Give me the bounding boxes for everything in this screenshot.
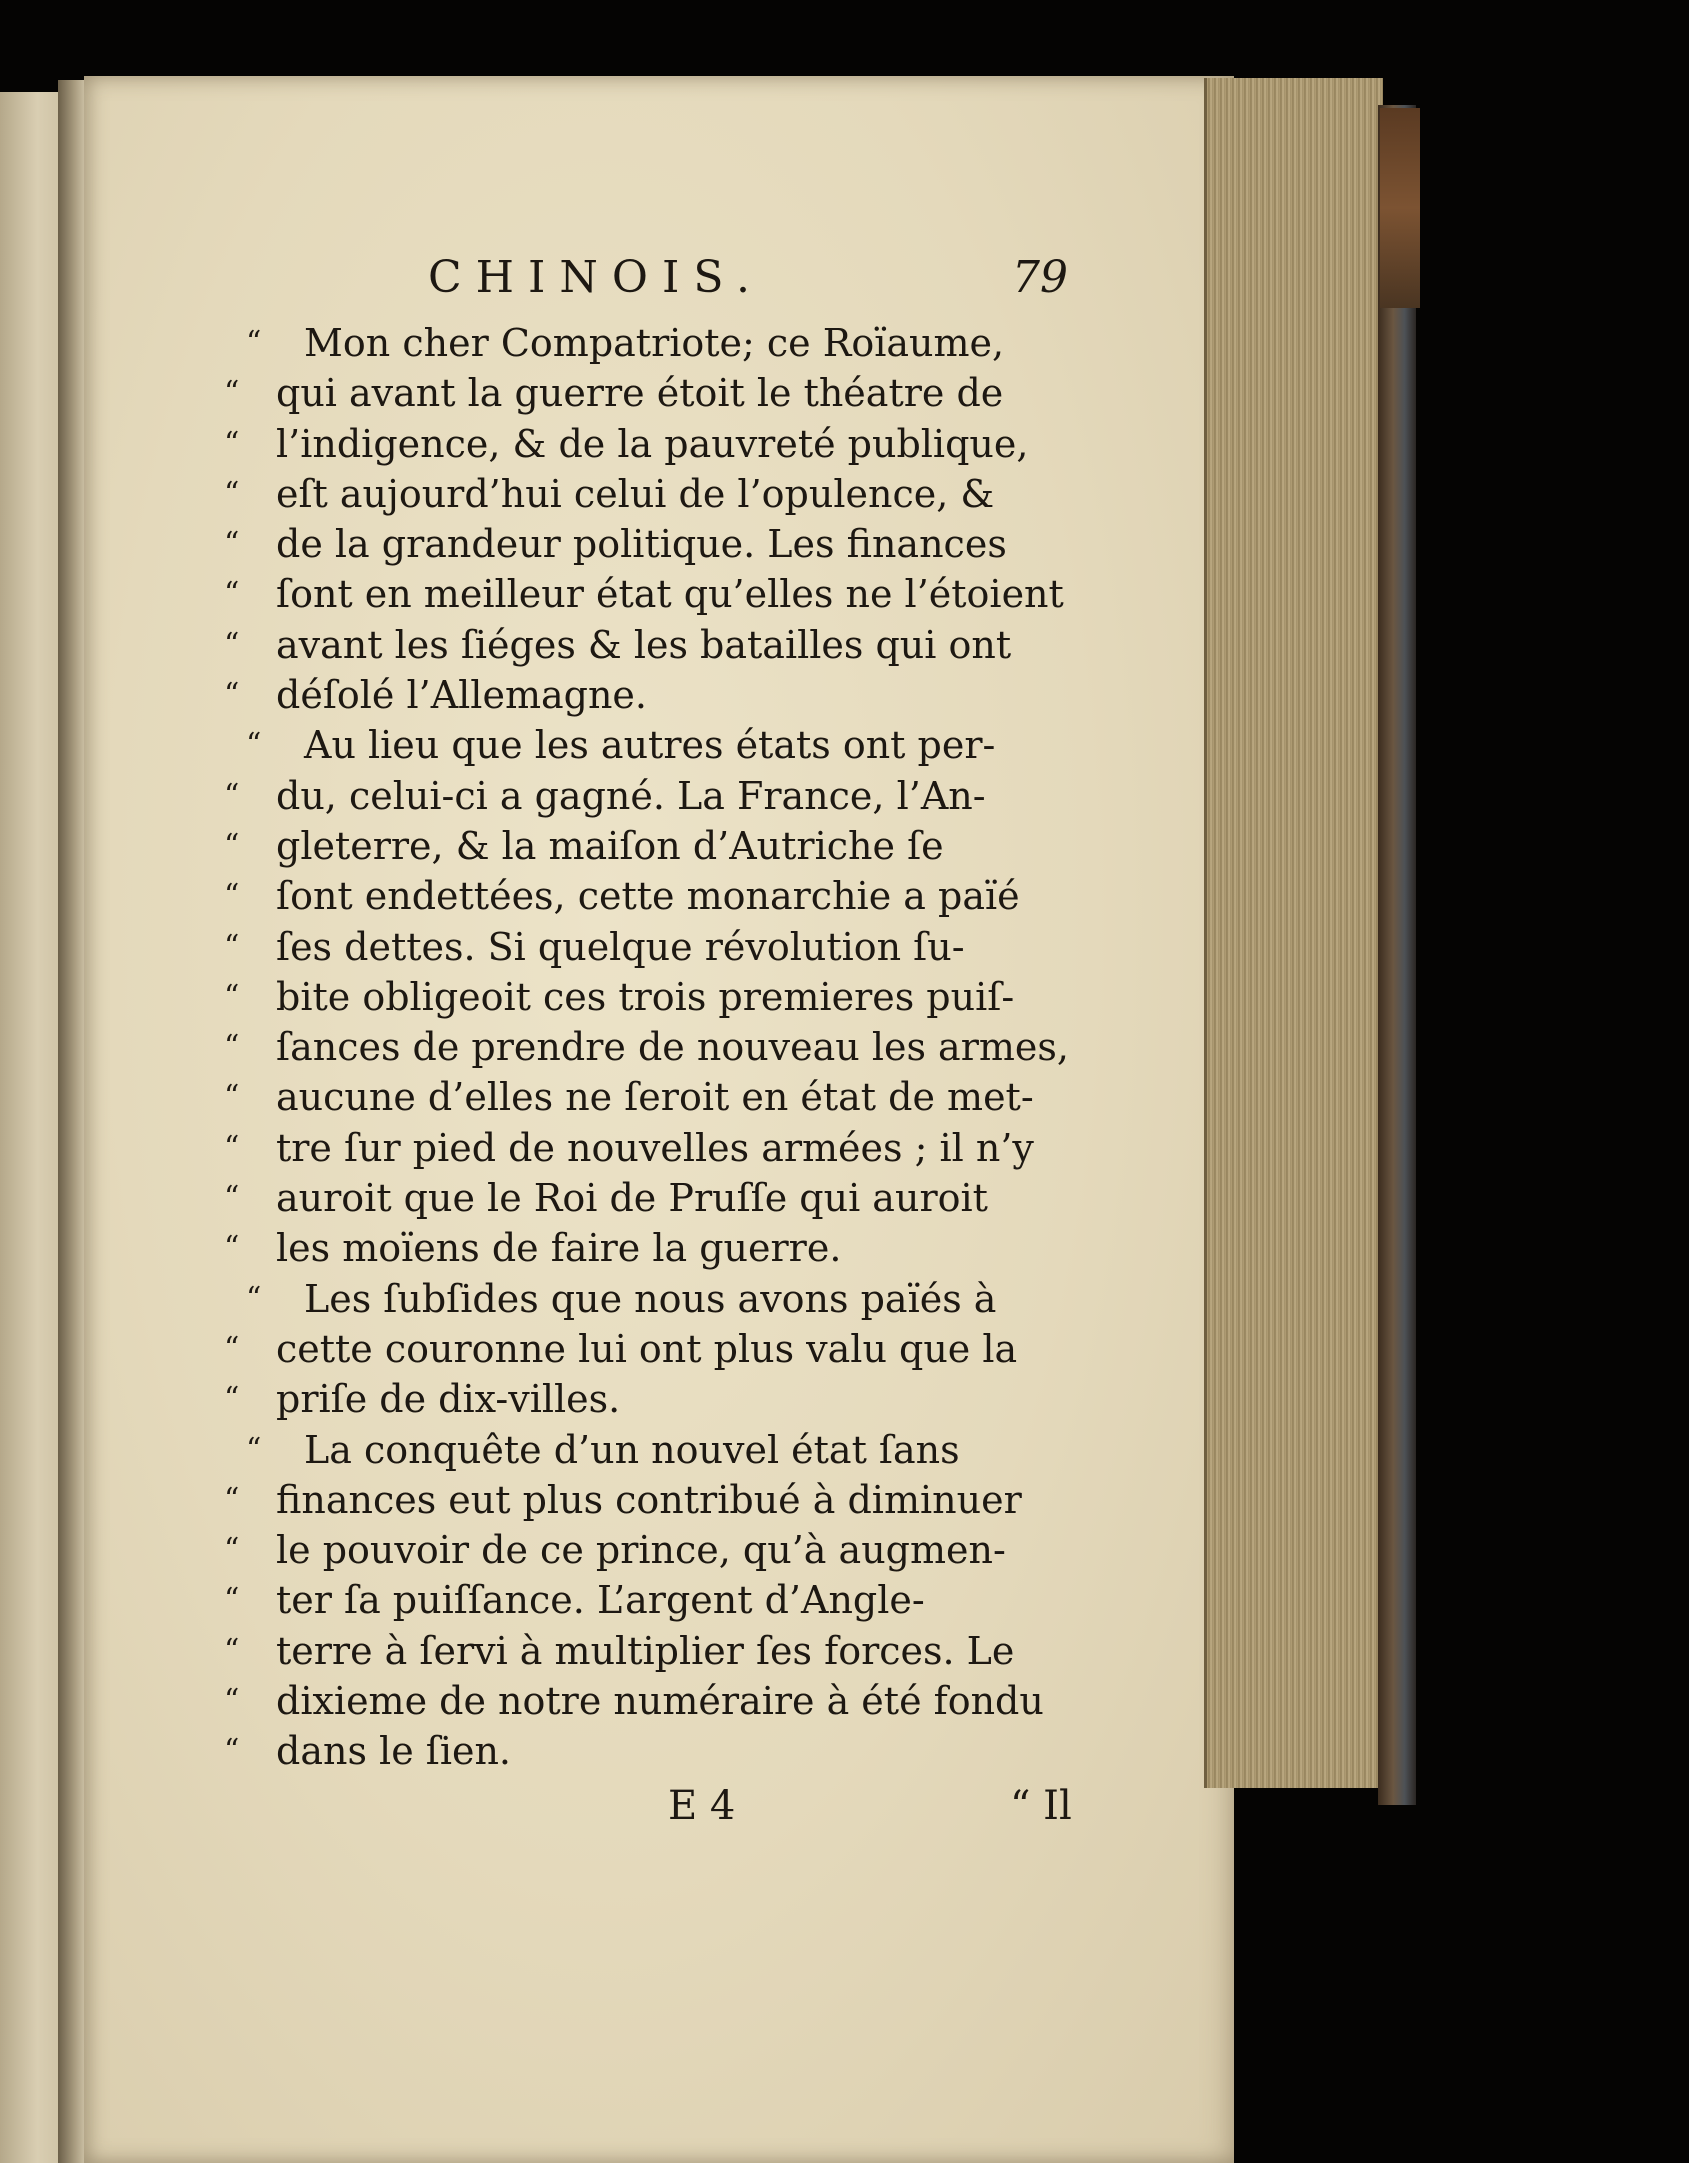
catchword: “ Il (1010, 1782, 1072, 1829)
quotation-mark: “ (224, 1532, 240, 1568)
text-line (200, 1425, 1100, 1475)
book-cover-corner (1380, 108, 1420, 308)
text-line (200, 871, 1100, 921)
quotation-mark: “ (224, 1733, 240, 1769)
quotation-mark: “ (224, 1230, 240, 1266)
text-line (200, 922, 1100, 972)
line-text: finances eut plus contribué à diminuer (276, 1477, 1022, 1522)
line-text: ter ſa puiſſance. L’argent d’Angle- (276, 1578, 925, 1623)
text-lines (200, 318, 1100, 1777)
text-line (200, 972, 1100, 1022)
quotation-mark: “ (224, 626, 240, 662)
text-line (200, 569, 1100, 619)
quotation-mark: “ (246, 1431, 262, 1467)
line-text: dans le ſien. (276, 1729, 512, 1774)
previous-page-edge (0, 92, 62, 2163)
quotation-mark: “ (246, 325, 262, 360)
quotation-mark: “ (224, 1481, 240, 1517)
text-line (200, 1123, 1100, 1173)
line-text: de la grandeur politique. Les finances (276, 522, 1007, 567)
line-text: aucune d’elles ne ſeroit en état de met- (276, 1075, 1034, 1120)
text-line (200, 1173, 1100, 1223)
text-line (200, 1626, 1100, 1676)
text-line (200, 419, 1100, 469)
line-text: du, celui-ci a gagné. La France, l’An- (276, 773, 986, 818)
quotation-mark: “ (224, 777, 240, 813)
text-line (200, 1676, 1100, 1726)
page-text (200, 252, 1100, 1839)
text-line (200, 1072, 1100, 1122)
text-line (200, 1022, 1100, 1072)
line-text: ſont en meilleur état qu’elles ne l’étoient (276, 572, 1064, 617)
page-header (200, 252, 1100, 318)
line-text: cette couronne lui ont plus valu que la (276, 1326, 1018, 1371)
line-text: Les ſubſides que nous avons païés à (304, 1276, 997, 1321)
page-footer (200, 1783, 1100, 1839)
running-head: CHINOIS. (428, 252, 764, 303)
quotation-mark: “ (224, 677, 240, 713)
quotation-mark: “ (246, 727, 262, 763)
text-line (200, 670, 1100, 720)
page-fore-edge (1204, 78, 1383, 1788)
line-text: terre à ſervi à multiplier ſes forces. Le (276, 1628, 1015, 1673)
text-line (200, 620, 1100, 670)
text-line (200, 771, 1100, 821)
page-number: 79 (1012, 252, 1068, 303)
line-text: ſont endettées, cette monarchie a païé (276, 874, 1020, 919)
text-line (200, 1475, 1100, 1525)
quotation-mark: “ (224, 1582, 240, 1618)
text-line (200, 318, 1100, 368)
line-text: avant les ſiéges & les batailles qui ont (276, 622, 1012, 667)
book-cover-edge (1378, 105, 1416, 1805)
text-line (200, 1726, 1100, 1776)
line-text: déſolé l’Allemagne. (276, 673, 648, 718)
quotation-mark: “ (224, 878, 240, 914)
quotation-mark: “ (224, 526, 240, 562)
text-line (200, 1223, 1100, 1273)
line-text: eſt aujourd’hui celui de l’opulence, & (276, 471, 995, 516)
quotation-mark: “ (224, 1683, 240, 1719)
line-text: auroit que le Roi de Pruſſe qui auroit (276, 1176, 988, 1221)
line-text: dixieme de notre numéraire à été fondu (276, 1679, 1044, 1724)
text-line (200, 1274, 1100, 1324)
quotation-mark: “ (224, 1079, 240, 1115)
quotation-mark: “ (224, 978, 240, 1014)
line-text: gleterre, & la maiſon d’Autriche ſe (276, 823, 944, 868)
line-text: Au lieu que les autres états ont per- (304, 723, 996, 768)
text-line (200, 469, 1100, 519)
text-line (200, 368, 1100, 418)
text-line (200, 821, 1100, 871)
text-line (200, 1525, 1100, 1575)
quotation-mark: “ (224, 1632, 240, 1668)
quotation-mark: “ (224, 1029, 240, 1065)
line-text: les moïens de faire la guerre. (276, 1226, 842, 1271)
quotation-mark: “ (224, 1180, 240, 1216)
line-text: qui avant la guerre étoit le théatre de (276, 371, 1004, 416)
quotation-mark: “ (224, 375, 240, 411)
text-line (200, 1575, 1100, 1625)
quotation-mark: “ (224, 1381, 240, 1417)
line-text: bite obligeoit ces trois premieres puiſ- (276, 974, 1015, 1019)
line-text: le pouvoir de ce prince, qu’à augmen- (276, 1528, 1006, 1573)
quotation-mark: “ (246, 1280, 262, 1316)
line-text: l’indigence, & de la pauvreté publique, (276, 421, 1029, 466)
quotation-mark: “ (224, 827, 240, 863)
line-text: La conquête d’un nouvel état ſans (304, 1427, 960, 1472)
quotation-mark: “ (224, 425, 240, 461)
quotation-mark: “ (224, 576, 240, 612)
line-text: Mon cher Compatriote; ce Roïaume, (304, 321, 1005, 365)
text-line (200, 720, 1100, 770)
line-text: ſes dettes. Si quelque révolution ſu- (276, 924, 965, 969)
quotation-mark: “ (224, 1129, 240, 1165)
text-line (200, 519, 1100, 569)
line-text: priſe de dix-villes. (276, 1377, 621, 1422)
text-line (200, 1374, 1100, 1424)
text-line (200, 1324, 1100, 1374)
line-text: ſances de prendre de nouveau les armes, (276, 1025, 1069, 1070)
signature-mark: E 4 (668, 1782, 736, 1829)
quotation-mark: “ (224, 475, 240, 511)
quotation-mark: “ (224, 928, 240, 964)
quotation-mark: “ (224, 1330, 240, 1366)
line-text: tre ſur pied de nouvelles armées ; il n’y (276, 1125, 1034, 1170)
